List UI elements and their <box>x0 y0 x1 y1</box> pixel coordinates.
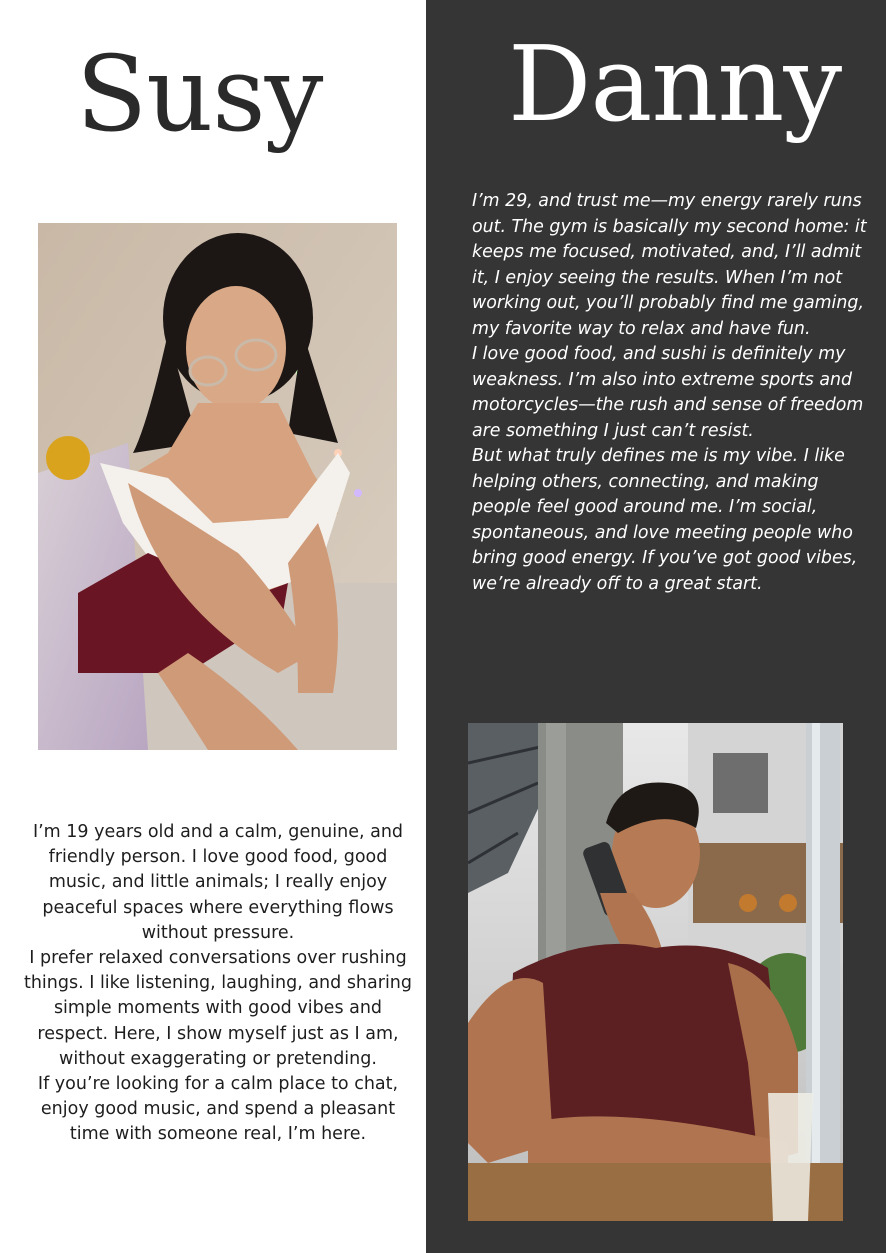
danny-name-title: Danny <box>508 23 842 145</box>
danny-bio-paragraph: I’m 29, and trust me—my energy rarely runs out. The gym is basically my second home: it keeps me focused, motivated, and, I’ll admit it, I enjoy seeing the results. When I’m not working out, you’ll probably find me gaming, my favorite way to relax and have fun. <box>472 191 867 339</box>
danny-bio-paragraph: But what truly defines me is my vibe. I like helping others, connecting, and making people feel good around me. I’m social, spontaneous, and love meeting people who bring good energy. If you’ve got good vibes, we’re already off to a great start. <box>472 446 858 594</box>
danny-bio <box>472 189 872 597</box>
susy-bio-paragraph: I prefer relaxed conversations over rushing things. I like listening, laughing, and sharing simple moments with good vibes and respect. Here, I show myself just as I am, without exaggerating or pretending. <box>23 948 413 1069</box>
susy-bio-paragraph: I’m 19 years old and a calm, genuine, and friendly person. I love good food, good music, and little animals; I really enjoy peaceful spaces where everything flows without pressure. <box>32 822 404 943</box>
danny-photo <box>468 723 843 1221</box>
susy-bio-paragraph: If you’re looking for a calm place to chat, enjoy good music, and spend a pleasant time with someone real, I’m here. <box>37 1074 399 1145</box>
danny-bio-paragraph: I love good food, and sushi is definitely my weakness. I’m also into extreme sports and motorcycles—the rush and sense of freedom are something I just can’t resist. <box>472 344 864 441</box>
susy-bio <box>20 820 416 1148</box>
susy-name-title: Susy <box>76 33 323 155</box>
susy-photo <box>38 223 397 750</box>
